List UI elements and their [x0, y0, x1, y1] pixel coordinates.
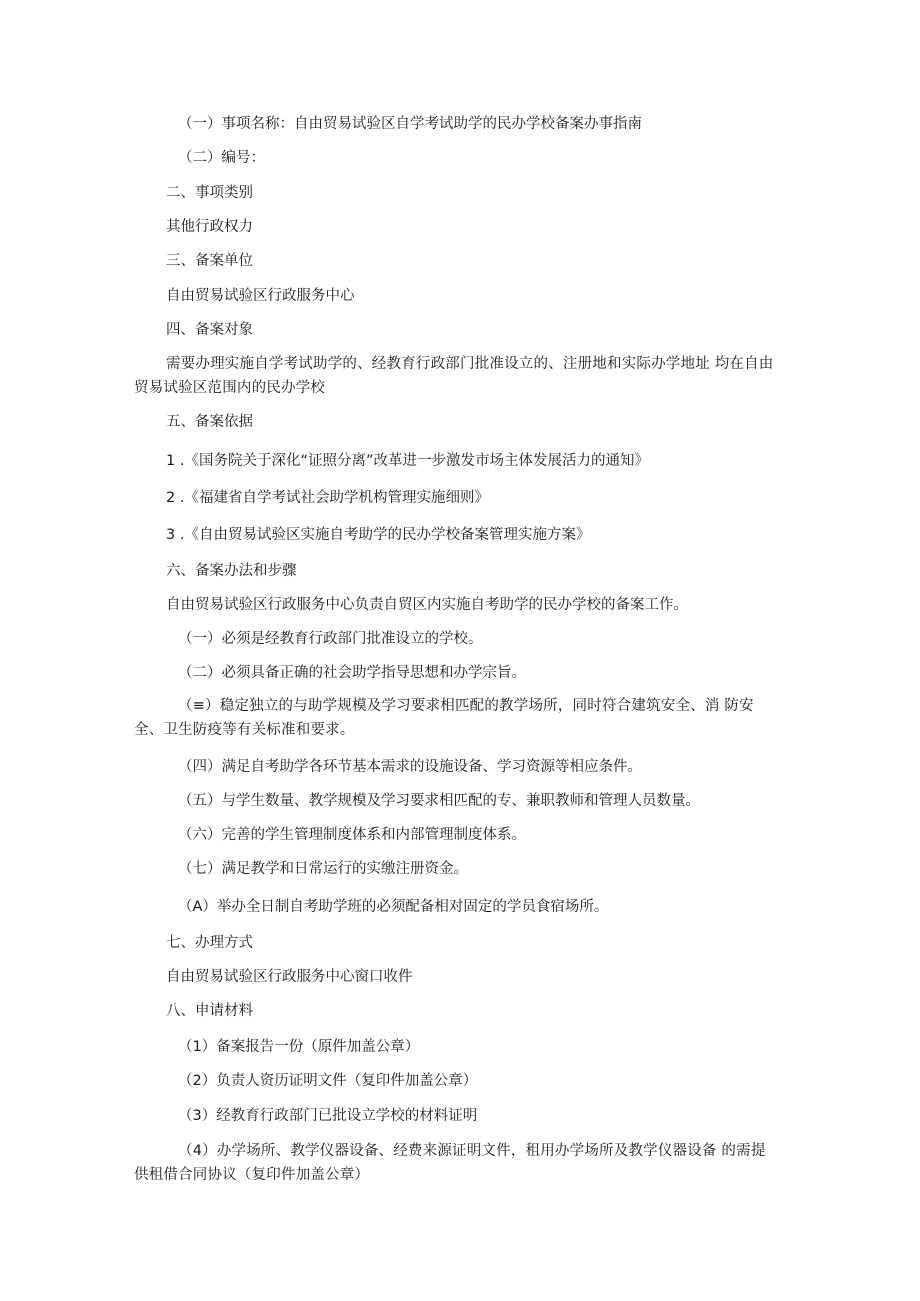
- paragraph-wrapped: 需要办理实施自学考试助学的、经教育行政部门批准设立的、注册地和实际办学地址 均在自由贸易试验区范围内的民办学校: [134, 356, 774, 396]
- basis-item-1: 1 .《国务院关于深化“证照分离”改革进一步激发市场主体发展活力的通知》: [166, 453, 649, 469]
- material-4: （4）办学场所、教学仪器设备、经费来源证明文件，租用办学场所及教学仪器设备 的需提供租借合同协议（复印件加盖公章）: [134, 1143, 766, 1183]
- section-heading-8: 八、申请材料: [166, 1003, 253, 1019]
- requirement-2: （二）必须具备正确的社会助学指导思想和办学宗旨。: [178, 665, 526, 681]
- requirement-6: （六）完善的学生管理制度体系和内部管理制度体系。: [178, 827, 526, 843]
- paragraph: 自由贸易试验区行政服务中心窗口收件: [166, 969, 413, 985]
- material-1: （1）备案报告一份（原件加盖公章）: [178, 1039, 420, 1055]
- requirement-8: （A）举办全日制自考助学班的必须配备相对固定的学员食宿场所。: [178, 899, 609, 915]
- item-name-line: （一）事项名称：自由贸易试验区自学考试助学的民办学校备案办事指南: [178, 116, 642, 132]
- material-2: （2）负责人资历证明文件（复印件加盖公章）: [178, 1073, 478, 1089]
- item-number-line: （二）编号：: [178, 150, 265, 166]
- paragraph: 自由贸易试验区行政服务中心负责自贸区内实施自考助学的民办学校的备案工作。: [166, 597, 688, 613]
- section-heading-6: 六、备案办法和步骤: [166, 563, 297, 579]
- basis-item-2: 2 .《福建省自学考试社会助学机构管理实施细则》: [166, 490, 489, 506]
- material-3: （3）经教育行政部门已批设立学校的材料证明: [178, 1108, 478, 1124]
- requirement-1: （一）必须是经教育行政部门批准设立的学校。: [178, 631, 483, 647]
- requirement-3: （≡）稳定独立的与助学规模及学习要求相匹配的教学场所，同时符合建筑安全、消 防安全、卫生防疫等有关标准和要求。: [134, 698, 754, 738]
- section-heading-3: 三、备案单位: [166, 253, 253, 269]
- section-heading-2: 二、事项类别: [166, 185, 253, 201]
- paragraph: 自由贸易试验区行政服务中心: [166, 288, 355, 304]
- section-heading-4: 四、备案对象: [166, 322, 253, 338]
- requirement-4: （四）满足自考助学各环节基本需求的设施设备、学习资源等相应条件。: [178, 759, 642, 775]
- section-heading-7: 七、办理方式: [166, 935, 253, 951]
- basis-item-3: 3 .《自由贸易试验区实施自考助学的民办学校备案管理实施方案》: [166, 527, 591, 543]
- paragraph: 其他行政权力: [166, 219, 253, 235]
- requirement-7: （七）满足教学和日常运行的实缴注册资金。: [178, 861, 468, 877]
- requirement-5: （五）与学生数量、教学规模及学习要求相匹配的专、兼职教师和管理人员数量。: [178, 793, 700, 809]
- section-heading-5: 五、备案依据: [166, 414, 253, 430]
